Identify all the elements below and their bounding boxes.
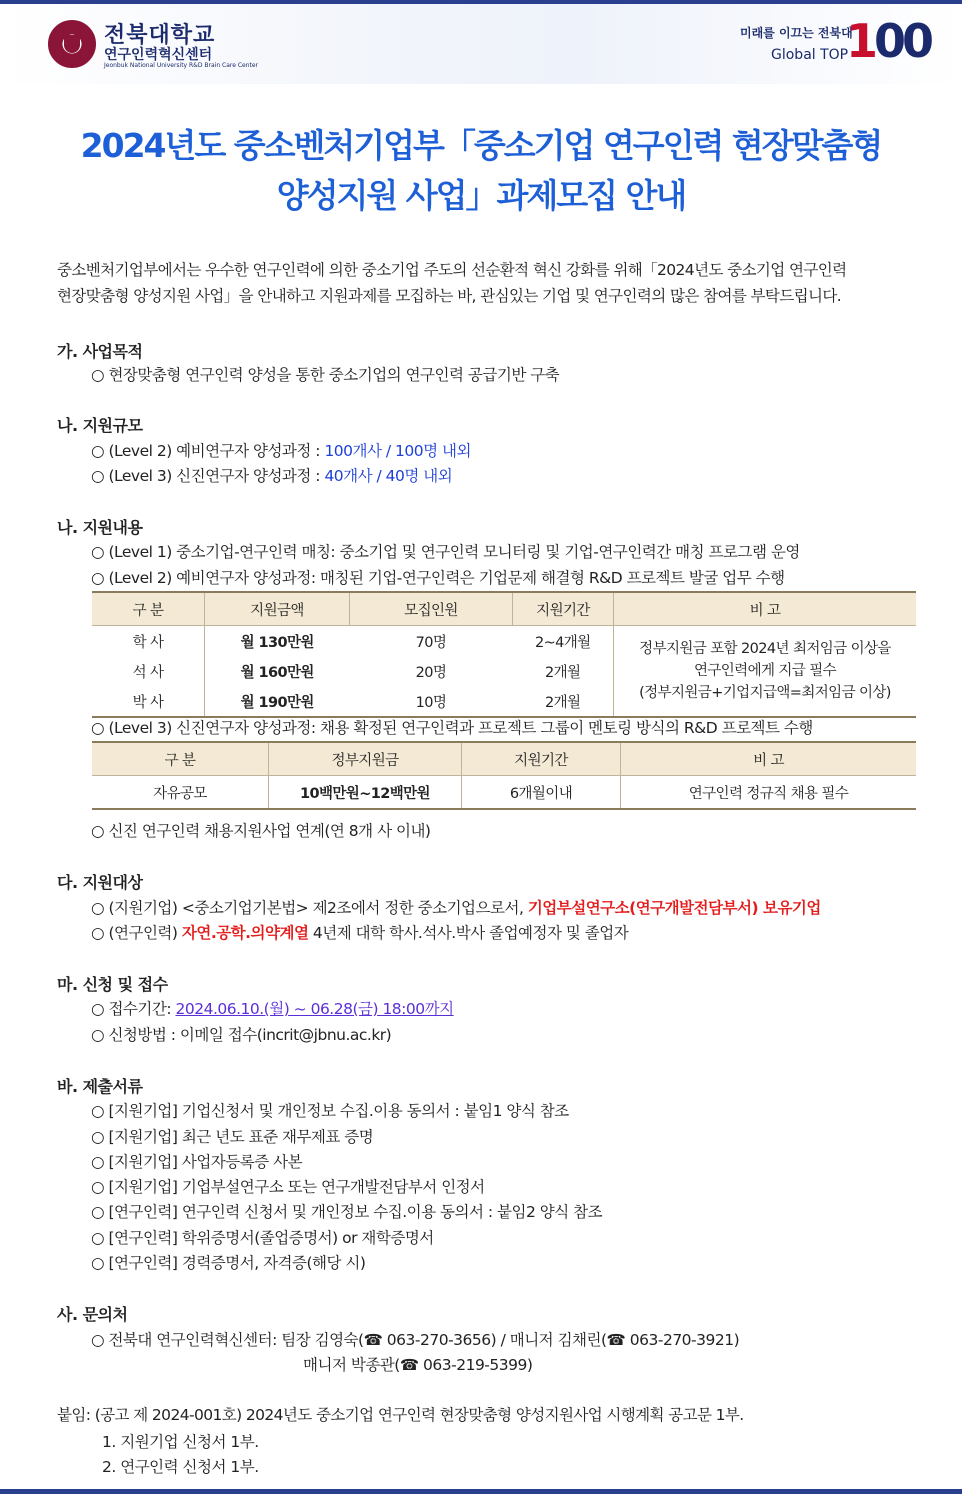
target-item-company: ○ (지원기업) <중소기업기본법> 제2조에서 정한 중소기업으로서, 기업부설연구소(연구개발전담부서) 보유기업: [91, 899, 821, 917]
table-header: 모집인원: [350, 592, 513, 626]
table-cell: 6개월이내: [462, 776, 621, 810]
content-item-level1: ○ (Level 1) 중소기업-연구인력 매칭: 중소기업 및 연구인력 모니터링 및 기업-연구인력간 매칭 프로그램 운영: [91, 543, 800, 561]
level3-support-table: [92, 741, 916, 810]
purpose-item: ○ 현장맞춤형 연구인력 양성을 통한 중소기업의 연구인력 공급기반 구축: [91, 366, 560, 384]
university-seal-logo: [48, 20, 96, 68]
contact-line1: ○ 전북대 연구인력혁신센터: 팀장 김영숙(☎ 063-270-3656) / 매니저 김채린(☎ 063-270-3921): [91, 1331, 740, 1349]
table-row: [92, 776, 916, 810]
attachment-item: 2. 연구인력 신청서 1부.: [102, 1458, 259, 1476]
section-target-heading: 다. 지원대상: [57, 873, 143, 892]
content-item-level2: ○ (Level 2) 예비연구자 양성과정: 매칭된 기업-연구인력은 기업문제 해결형 R&D 프로젝트 발굴 업무 수행: [91, 569, 785, 587]
table-cell: 박 사: [132, 694, 164, 711]
table-cell: 연구인력 정규직 채용 필수: [621, 776, 917, 810]
header: [0, 4, 962, 84]
document-item: ○ [지원기업] 최근 년도 표준 재무제표 증명: [91, 1128, 374, 1146]
table-row: [92, 626, 916, 657]
section-contact-heading: 사. 문의처: [57, 1305, 128, 1324]
table-cell: 2개월: [545, 694, 581, 711]
hundred-logo: 100: [846, 14, 931, 68]
section-documents-heading: 바. 제출서류: [57, 1077, 143, 1096]
table-header: 지원기간: [462, 742, 621, 776]
table-note-cell: [614, 626, 917, 718]
document-item: ○ [지원기업] 기업부설연구소 또는 연구개발전담부서 인정서: [91, 1178, 485, 1196]
content-item-level3: ○ (Level 3) 신진연구자 양성과정: 채용 확정된 연구인력과 프로젝트 그룹이 멘토링 방식의 R&D 프로젝트 수행: [91, 719, 813, 737]
attachment-line: 붙임: (공고 제 2024-001호) 2024년도 중소기업 연구인력 현장맞춤형 양성지원사업 시행계획 공고문 1부.: [57, 1406, 744, 1424]
level2-support-table: [92, 591, 916, 718]
table-cell: 월 190만원: [205, 686, 350, 717]
section-purpose-heading: 가. 사업목적: [57, 342, 143, 361]
table-cell: 10명: [415, 694, 447, 711]
content-item-link: ○ 신진 연구인력 채용지원사업 연계(연 8개 사 이내): [91, 822, 431, 840]
table-cell: 20명: [415, 664, 447, 681]
page-title-line1: 2024년도 중소벤처기업부「중소기업 연구인력 현장맞춤형: [80, 126, 882, 165]
note-line: (정부지원금+기업지급액=최저임금 이상): [639, 685, 891, 701]
table-cell: 학 사: [132, 634, 164, 651]
page-title-line2: 양성지원 사업」과제모집 안내: [276, 176, 686, 215]
section-content-heading: 나. 지원내용: [57, 518, 143, 537]
table-cell: 월 160만원: [205, 656, 350, 686]
intro-line2: 현장맞춤형 양성지원 사업」을 안내하고 지원과제를 모집하는 바, 관심있는 기업 및 연구인력의 많은 참여를 부탁드립니다.: [57, 287, 842, 305]
table-header: 구 분: [92, 742, 269, 776]
table-header: 정부지원금: [269, 742, 462, 776]
document-item: ○ [연구인력] 경력증명서, 자격증(해당 시): [91, 1254, 366, 1272]
table-header: 비 고: [614, 592, 917, 626]
center-english-name: Jeonbuk National University R&D Brain Care Center: [104, 62, 259, 69]
slogan: 미래를 이끄는 전북대: [740, 26, 853, 40]
table-header-row: [92, 592, 916, 626]
target-item-researcher: ○ (연구인력) 자연.공학.의약계열 4년제 대학 학사.석사.박사 졸업예정자 및 졸업자: [91, 924, 629, 942]
intro-line1: 중소벤처기업부에서는 우수한 연구인력에 의한 중소기업 주도의 선순환적 혁신 강화를 위해「2024년도 중소기업 연구인력: [57, 261, 847, 279]
table-header: 지원기간: [513, 592, 614, 626]
scale-item-level2: ○ (Level 2) 예비연구자 양성과정 : 100개사 / 100명 내외: [91, 442, 471, 460]
table-cell: 월 130만원: [205, 626, 350, 657]
table-cell: 10백만원~12백만원: [269, 776, 462, 810]
section-scale-heading: 나. 지원규모: [57, 416, 143, 435]
table-cell: 석 사: [132, 664, 164, 681]
table-header: 지원금액: [205, 592, 350, 626]
table-header-row: [92, 742, 916, 776]
document-item: ○ [지원기업] 기업신청서 및 개인정보 수집.이용 동의서 : 붙임1 양식 참조: [91, 1102, 569, 1120]
apply-period: ○ 접수기간: 2024.06.10.(월) ~ 06.28(금) 18:00까지: [91, 1000, 454, 1018]
apply-method: ○ 신청방법 : 이메일 접수(incrit@jbnu.ac.kr): [91, 1026, 392, 1044]
global-top-label: Global TOP: [771, 47, 849, 63]
scale-item-level3: ○ (Level 3) 신진연구자 양성과정 : 40개사 / 40명 내외: [91, 467, 453, 485]
note-line: 연구인력에게 지급 필수: [693, 663, 837, 679]
bottom-bar: [0, 1489, 962, 1494]
center-name: 연구인력혁신센터: [104, 47, 213, 63]
document-item: ○ [연구인력] 학위증명서(졸업증명서) or 재학증명서: [91, 1229, 434, 1247]
note-line: 정부지원금 포함 2024년 최저임금 이상을: [639, 641, 891, 657]
table-cell: 자유공모: [153, 785, 207, 802]
attachment-item: 1. 지원기업 신청서 1부.: [102, 1433, 259, 1451]
table-cell: 70명: [415, 634, 447, 651]
document-item: ○ [지원기업] 사업자등록증 사본: [91, 1153, 303, 1171]
table-cell: 2개월: [545, 664, 581, 681]
table-cell: 2~4개월: [534, 634, 591, 651]
university-name: 전북대학교: [104, 23, 216, 48]
document-item: ○ [연구인력] 연구인력 신청서 및 개인정보 수집.이용 동의서 : 붙임2 양식 참조: [91, 1203, 603, 1221]
table-header: 구 분: [92, 592, 205, 626]
section-apply-heading: 마. 신청 및 접수: [57, 975, 168, 994]
contact-line2: 매니저 박종관(☎ 063-219-5399): [303, 1356, 533, 1374]
table-header: 비 고: [621, 742, 917, 776]
